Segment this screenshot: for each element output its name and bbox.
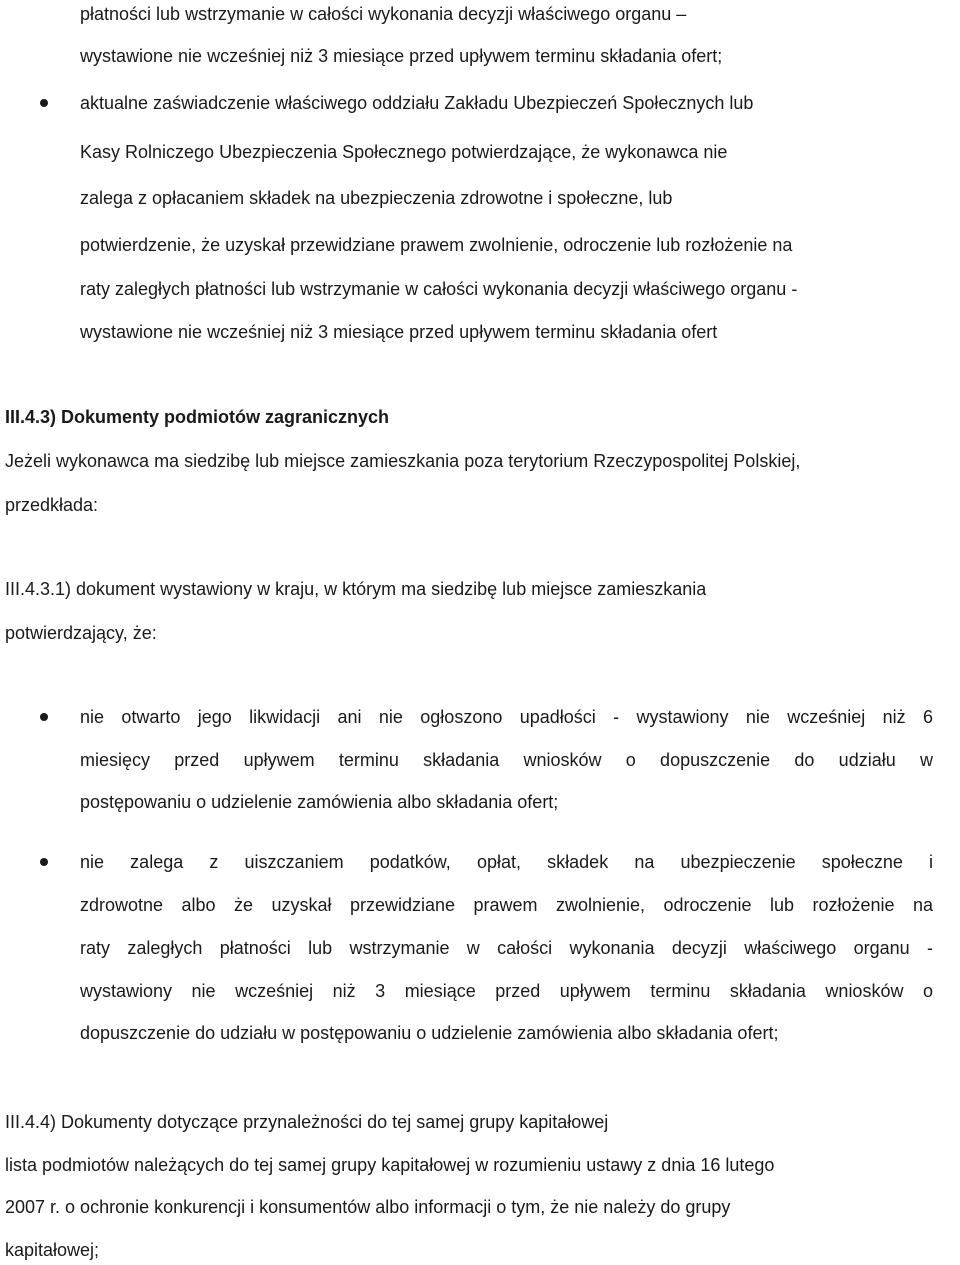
section-heading: III.4.3) Dokumenty podmiotów zagranicznych — [5, 407, 390, 427]
text-line: Kasy Rolniczego Ubezpieczenia Społecznego potwierdzające, że wykonawca nie — [80, 142, 728, 162]
text-line: 2007 r. o ochronie konkurencji i konsumentów albo informacji o tym, że nie należy do grupy — [5, 1197, 731, 1217]
text-line: przedkłada: — [5, 495, 99, 515]
text-line: wystawiony nie wcześniej niż 3 miesiące przed upływem terminu składania wniosków o — [80, 981, 933, 1001]
text-line: nie otwarto jego likwidacji ani nie ogłoszono upadłości - wystawiony nie wcześniej niż 6 — [80, 707, 933, 727]
text-line: aktualne zaświadczenie właściwego oddziału Zakładu Ubezpieczeń Społecznych lub — [80, 93, 754, 113]
text-line: raty zaległych płatności lub wstrzymanie w całości wykonania decyzji właściwego organu - — [80, 279, 798, 299]
text-line: raty zaległych płatności lub wstrzymanie w całości wykonania decyzji właściwego organu - — [80, 938, 933, 958]
text-line: lista podmiotów należących do tej samej grupy kapitałowej w rozumieniu ustawy z dnia 16 lutego — [5, 1155, 775, 1175]
text-line: nie zalega z uiszczaniem podatków, opłat, składek na ubezpieczenie społeczne i — [80, 852, 933, 872]
bullet-icon — [40, 713, 48, 721]
text-line: dopuszczenie do udziału w postępowaniu o udzielenie zamówienia albo składania ofert; — [80, 1023, 779, 1043]
text-line: zalega z opłacaniem składek na ubezpieczenia zdrowotne i społeczne, lub — [80, 188, 673, 208]
text-line: płatności lub wstrzymanie w całości wykonania decyzji właściwego organu – — [80, 4, 687, 24]
bullet-icon — [40, 99, 48, 107]
text-line: III.4.3.1) dokument wystawiony w kraju, w którym ma siedzibę lub miejsce zamieszkania — [5, 579, 707, 599]
text-line: Jeżeli wykonawca ma siedzibę lub miejsce zamieszkania poza terytorium Rzeczypospolitej Polskiej, — [5, 451, 801, 471]
bullet-icon — [40, 858, 48, 866]
section-heading: III.4.4) Dokumenty dotyczące przynależności do tej samej grupy kapitałowej — [5, 1112, 609, 1132]
text-line: miesięcy przed upływem terminu składania wniosków o dopuszczenie do udziału w — [80, 750, 933, 770]
text-line: potwierdzenie, że uzyskał przewidziane prawem zwolnienie, odroczenie lub rozłożenie na — [80, 235, 793, 255]
text-line: wystawione nie wcześniej niż 3 miesiące przed upływem terminu składania ofert — [80, 322, 718, 342]
text-line: postępowaniu o udzielenie zamówienia albo składania ofert; — [80, 792, 559, 812]
text-line: potwierdzający, że: — [5, 623, 157, 643]
text-line: kapitałowej; — [5, 1240, 100, 1260]
text-line: zdrowotne albo że uzyskał przewidziane prawem zwolnienie, odroczenie lub rozłożenie na — [80, 895, 933, 915]
text-line: wystawione nie wcześniej niż 3 miesiące przed upływem terminu składania ofert; — [80, 46, 723, 66]
